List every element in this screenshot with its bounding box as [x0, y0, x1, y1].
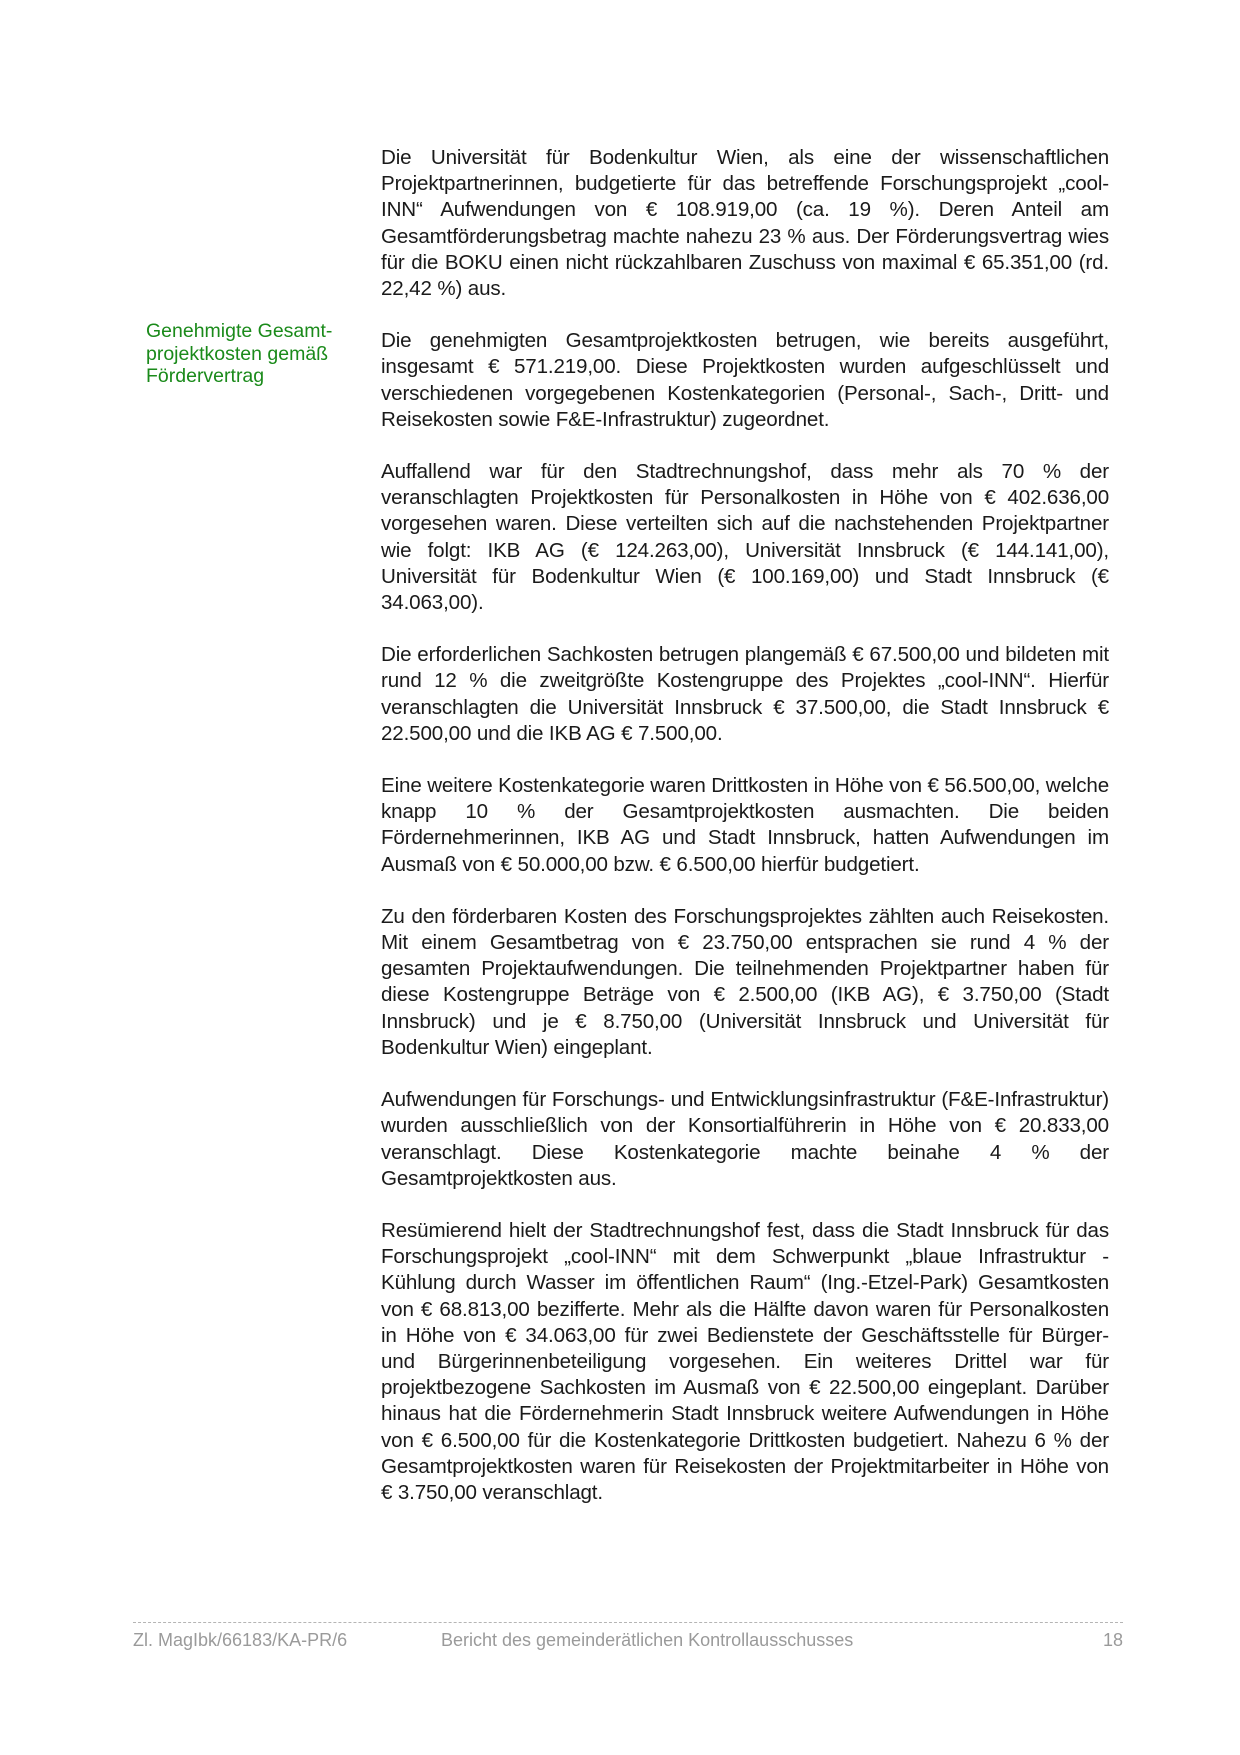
paragraph-material-costs: Die erforderlichen Sachkosten betrugen plangemäß € 67.500,00 und bildeten mit rund 12 % die zweitgrößte Kostengruppe des Projektes „cool-INN“. Hierfür veranschlagten die Universität Innsbruck € 37.500,00, die Stadt Innsbruck € 22.500,00 und die IKB AG € 7.500,00.: [381, 643, 1109, 745]
paragraph-total-project-costs: Die genehmigten Gesamtprojektkosten betrugen, wie bereits ausgeführt, insgesamt € 571.219,00. Diese Projektkosten wurden aufgeschlüsselt und verschiedenen vorgegebenen Kostenkategorien (Personal-, Sach-, Dritt- und Reisekosten sowie F&E-Infrastruktur) zugeordnet.: [381, 329, 1109, 431]
margin-note-line: Genehmigte Gesamt-: [146, 320, 333, 342]
footer-divider: [133, 1622, 1123, 1623]
paragraph-rd-infrastructure: Aufwendungen für Forschungs- und Entwicklungsinfrastruktur (F&E-Infrastruktur) wurden ausschließlich von der Konsortialführerin in Höhe von € 20.833,00 veranschlagt. Diese Kostenkategorie machte beinahe 4 % der Gesamtprojektkosten aus.: [381, 1088, 1109, 1190]
paragraph-travel-costs: Zu den förderbaren Kosten des Forschungsprojektes zählten auch Reisekosten. Mit einem Gesamtbetrag von € 23.750,00 entsprachen sie rund 4 % der gesamten Projektaufwendungen. Die teilnehmenden Projektpartner haben für diese Kostengruppe Beträge von € 2.500,00 (IKB AG), € 3.750,00 (Stadt Innsbruck) und je € 8.750,00 (Universität Innsbruck und Universität für Bodenkultur Wien) eingeplant.: [381, 904, 1109, 1059]
paragraph-summary: Resümierend hielt der Stadtrechnungshof fest, dass die Stadt Innsbruck für das Forschungsprojekt „cool-INN“ mit dem Schwerpunkt „blaue Infrastruktur - Kühlung durch Wasser im öffentlichen Raum“ (Ing.-Etzel-Park) Gesamtkosten von € 68.813,00 bezifferte. Mehr als die Hälfte davon waren für Personalkosten in Höhe von € 34.063,00 für zwei Bedienstete der Geschäftsstelle für Bürger- und Bürgerinnenbeteiligung vorgesehen. Ein weiteres Drittel war für projektbezogene Sachkosten im Ausmaß von € 22.500,00 eingeplant. Darüber hinaus hat die Fördernehmerin Stadt Innsbruck weitere Aufwendungen in Höhe von € 6.500,00 für die Kostenkategorie Drittkosten budgetiert. Nahezu 6 % der Gesamtprojektkosten waren für Reisekosten der Projektmitarbeiter in Höhe von € 3.750,00 veranschlagt.: [381, 1218, 1109, 1504]
margin-note-approved-costs: [146, 320, 356, 388]
paragraph-third-party-costs: Eine weitere Kostenkategorie waren Drittkosten in Höhe von € 56.500,00, welche knapp 10 % der Gesamtprojektkosten ausmachten. Die beiden Fördernehmerinnen, IKB AG und Stadt Innsbruck, hatten Aufwendungen im Ausmaß von € 50.000,00 bzw. € 6.500,00 hierfür budgetiert.: [381, 774, 1109, 876]
page-footer: [133, 1630, 1123, 1654]
footer-reference: Zl. MagIbk/66183/KA-PR/6: [133, 1630, 348, 1650]
body-text-column: [381, 145, 1109, 1532]
paragraph-personnel-costs: Auffallend war für den Stadtrechnungshof, dass mehr als 70 % der veranschlagten Projektkosten für Personalkosten in Höhe von € 402.636,00 vorgesehen waren. Diese verteilten sich auf die nachstehenden Projektpartner wie folgt: IKB AG (€ 124.263,00), Universität Innsbruck (€ 144.141,00), Universität für Bodenkultur Wien (€ 100.169,00) und Stadt Innsbruck (€ 34.063,00).: [381, 460, 1109, 615]
margin-note-line: Fördervertrag: [146, 365, 265, 387]
margin-note-line: projektkosten gemäß: [146, 342, 329, 365]
page-number: 18: [1102, 1630, 1123, 1650]
footer-title: Bericht des gemeinderätlichen Kontrollausschusses: [441, 1630, 854, 1650]
paragraph-boku-budget: Die Universität für Bodenkultur Wien, als eine der wissenschaftlichen Projektpartnerinnen, budgetierte für das betreffende Forschungsprojekt „cool-INN“ Aufwendungen von € 108.919,00 (ca. 19 %). Deren Anteil am Gesamtförderungsbetrag machte nahezu 23 % aus. Der Förderungsvertrag wies für die BOKU einen nicht rückzahlbaren Zuschuss von maximal € 65.351,00 (rd. 22,42 %) aus.: [381, 146, 1109, 301]
